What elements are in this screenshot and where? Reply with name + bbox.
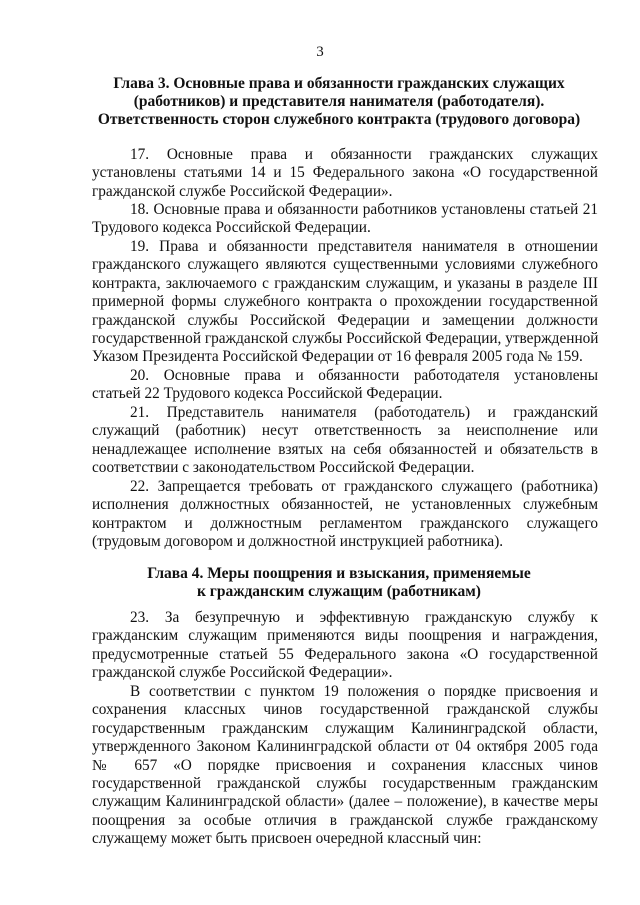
text-line: 22. Запрещается требовать от гражданского служащего (работника) bbox=[130, 478, 598, 495]
text-line: служащим Калининградской области» (далее – положение), в качестве меры bbox=[92, 793, 598, 811]
text-line: Трудового кодекса Российской Федерации. bbox=[92, 219, 371, 237]
paragraph-22 bbox=[92, 478, 598, 552]
chapter-title-line: Глава 3. Основные права и обязанности гражданских служащих bbox=[113, 75, 565, 92]
paragraph-17 bbox=[92, 146, 598, 201]
text-line: служащий (работник) несут ответственность за неисполнение или bbox=[92, 422, 598, 440]
text-line: 20. Основные права и обязанности работодателя установлены bbox=[130, 367, 598, 384]
text-line: 17. Основные права и обязанности гражданских служащих bbox=[130, 146, 598, 163]
chapter-4-title bbox=[72, 565, 606, 601]
text-line: государственным гражданским служащим Калининградской области, bbox=[92, 719, 598, 737]
paragraph-23 bbox=[92, 609, 598, 683]
text-line: утвержденного Законом Калининградской области от 04 октября 2005 года bbox=[92, 738, 598, 756]
text-line: Указом Президента Российской Федерации от 16 февраля 2005 года № 159. bbox=[92, 348, 583, 366]
text-line: контракта, заключаемого с гражданским служащим, и указаны в разделе III bbox=[92, 274, 598, 292]
chapter-title-line: Ответственность сторон служебного контракта (трудового договора) bbox=[97, 111, 581, 128]
text-line: соответствии с законодательством Российской Федерации. bbox=[92, 459, 475, 477]
paragraph-20 bbox=[92, 367, 598, 404]
text-line: примерной формы служебного контракта о прохождении государственной bbox=[92, 293, 598, 311]
text-line: 18. Основные права и обязанности работников установлены статьей 21 bbox=[130, 201, 598, 218]
text-line: установлены статьями 14 и 15 Федерального закона «О государственной bbox=[92, 164, 598, 182]
text-line: 19. Права и обязанности представителя нанимателя в отношении bbox=[130, 238, 598, 255]
text-line: гражданским служащим применяются виды поощрения и награждения, bbox=[92, 627, 598, 645]
text-line: гражданской службы Российской Федерации и замещении должности bbox=[92, 311, 598, 329]
text-line: № 657 «О порядке присвоения и сохранения классных чинов bbox=[92, 756, 598, 774]
text-line: ненадлежащее исполнение взятых на себя обязанностей и обязательств в bbox=[92, 440, 598, 458]
paragraph-24-body bbox=[92, 683, 598, 849]
chapter-title-line: Глава 4. Меры поощрения и взыскания, применяемые bbox=[147, 565, 531, 582]
paragraph-18 bbox=[92, 201, 598, 238]
text-line: статьей 22 Трудового кодекса Российской Федерации. bbox=[92, 385, 443, 403]
text-line: (трудовым договором и должностной инструкцией работника). bbox=[92, 533, 504, 551]
text-line: 23. За безупречную и эффективную гражданскую службу к bbox=[130, 609, 598, 626]
text-line: поощрения за особые отличия в гражданской службе гражданскому bbox=[92, 811, 598, 829]
text-line: 21. Представитель нанимателя (работодатель) и гражданский bbox=[130, 404, 598, 421]
paragraph-19 bbox=[92, 238, 598, 367]
text-line: служащему может быть присвоен очередной классный чин: bbox=[92, 830, 482, 848]
text-line: предусмотренные статьей 55 Федерального закона «О государственной bbox=[92, 645, 598, 663]
text-line: исполнения должностных обязанностей, не установленных служебным bbox=[92, 496, 598, 514]
page-number: 3 bbox=[316, 44, 324, 60]
chapter-title-line: к гражданским служащим (работникам) bbox=[197, 583, 481, 600]
text-line: сохранения классных чинов государственной гражданской службы bbox=[92, 701, 598, 719]
text-line: государственной гражданской службы Российской Федерации, утвержденной bbox=[92, 330, 599, 348]
text-line: гражданского служащего являются существенными условиями служебного bbox=[92, 256, 598, 274]
chapter-title-line: (работников) и представителя нанимателя (работодателя). bbox=[133, 93, 545, 110]
text-line: гражданской службе Российской Федерации». bbox=[92, 182, 393, 200]
text-line: гражданской службе Российской Федерации». bbox=[92, 664, 393, 682]
chapter-3-title bbox=[72, 75, 606, 129]
text-line: государственной гражданской службы государственным гражданским bbox=[92, 775, 598, 793]
text-line: контрактом и должностным регламентом гражданского служащего bbox=[92, 514, 598, 532]
text-line: В соответствии с пунктом 19 положения о порядке присвоения и bbox=[130, 683, 598, 700]
paragraph-21 bbox=[92, 404, 598, 478]
